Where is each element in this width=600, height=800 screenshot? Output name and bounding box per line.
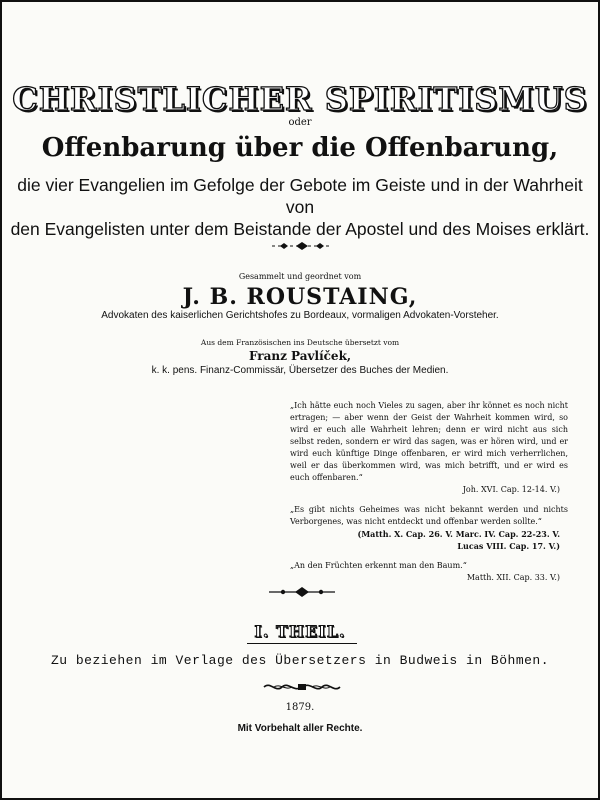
part-underline xyxy=(247,643,357,644)
author-intro: Gesammelt und geordnet vom xyxy=(238,272,362,281)
subtitle xyxy=(2,174,598,240)
quote-reference: (Matth. X. Cap. 26. V. Marc. IV. Cap. 22-23. V. xyxy=(357,529,560,539)
subtitle-line-1: die vier Evangelien im Gefolge der Gebote im Geiste und in der Wahrheit von xyxy=(17,175,583,217)
secondary-title: Offenbarung über die Offenbarung, xyxy=(41,133,559,163)
translator-name: Franz Pavlíček, xyxy=(248,349,352,363)
title-connector: oder xyxy=(288,117,312,128)
publication-year: 1879. xyxy=(285,702,315,713)
quote-reference: Matth. XII. Cap. 33. V.) xyxy=(466,573,560,582)
quote-text: „Ich hätte euch noch Vieles zu sagen, aber ihr könnet es noch nicht ertragen; — aber wenn der Geist der Wahrheit kommen wird, so wird er euch alle Wahrheit lehren; denn er wird nicht aus sich selbst reden, sondern er wird das sagen, was er hören wird, und er wird euch künftige Dinge offenbaren, er wird mich verherrlichen, weil er das überkommen wird, was mich betrifft, und er wird es euch offenbaren.“ xyxy=(290,401,568,482)
main-title: CHRISTLICHER SPIRITISMUS xyxy=(12,80,588,118)
epigraph-block xyxy=(290,400,568,584)
quote-reference: Joh. XVI. Cap. 12-14. V.) xyxy=(462,485,560,494)
publisher-line: Zu beziehen im Verlage des Übersetzers in Budweis in Böhmen. xyxy=(50,653,550,668)
rights-notice: Mit Vorbehalt aller Rechte. xyxy=(237,723,363,734)
author-description: Advokaten des kaiserlichen Gerichtshofes zu Bordeaux, vormaligen Advokaten-Vorsteher. xyxy=(101,310,499,321)
scroll-ornament xyxy=(260,680,344,694)
quote-text: „An den Früchten erkennt man den Baum.“ xyxy=(290,561,467,570)
part-number: I. THEIL. xyxy=(254,622,346,641)
author-name: J. B. ROUSTAING, xyxy=(182,284,418,310)
translator-intro: Aus dem Französischen ins Deutsche übersetzt vom xyxy=(200,338,400,347)
subtitle-line-2: den Evangelisten unter dem Beistande der Apostel und des Moises erklärt. xyxy=(10,219,590,239)
translator-description: k. k. pens. Finanz-Commissär, Übersetzer des Buches der Medien. xyxy=(151,365,449,376)
ornament-divider xyxy=(270,240,334,252)
ornament-divider xyxy=(267,586,337,598)
quote-reference: Lucas VIII. Cap. 17. V.) xyxy=(457,541,560,551)
quote-text: „Es gibt nichts Geheimes was nicht bekannt werden und nichts Verborgenes, was nicht entdeckt und offenbar werden sollte.“ xyxy=(290,505,568,526)
